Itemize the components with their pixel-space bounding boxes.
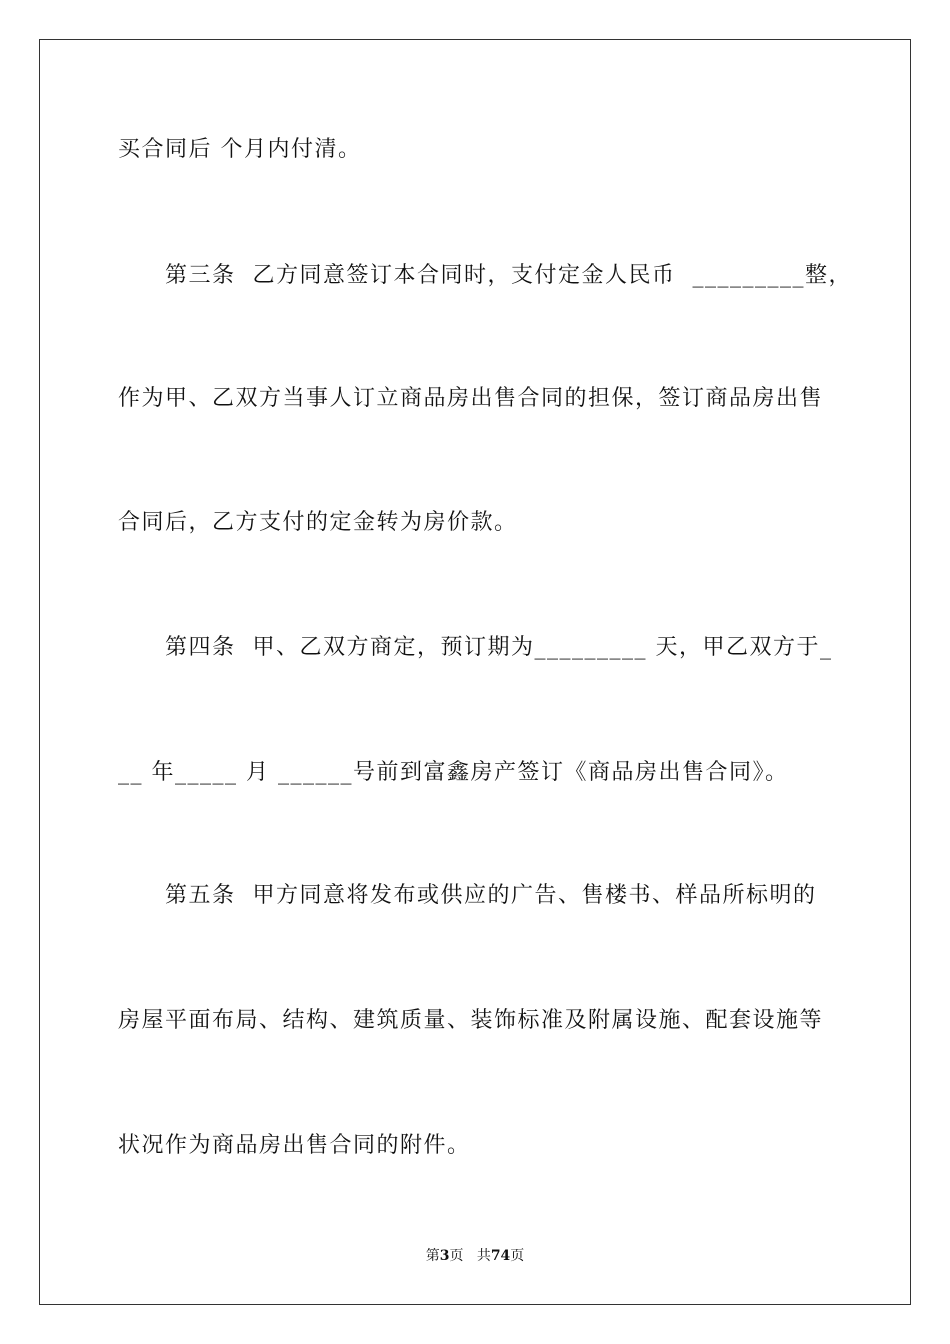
- footer-page-prefix: 第: [425, 1248, 440, 1264]
- article-3-line-1: 第三条 乙方同意签订本合同时，支付定金人民币 _________整，: [165, 263, 852, 288]
- page-border: [39, 39, 911, 1305]
- article-5-line-2: 房屋平面布局、结构、建筑质量、装饰标准及附属设施、配套设施等: [118, 1008, 824, 1033]
- article-4-line-2: __ 年_____ 月 ______号前到富鑫房产签订《商品房出售合同》。: [118, 760, 789, 785]
- article-5-line-1: 第五条 甲方同意将发布或供应的广告、售楼书、样品所标明的: [165, 883, 817, 908]
- footer-total-suffix: 页: [510, 1248, 525, 1264]
- footer-total-prefix: 共: [476, 1248, 491, 1264]
- article-3-line-3: 合同后，乙方支付的定金转为房价款。: [118, 510, 518, 535]
- footer-page-number: 3: [439, 1248, 450, 1264]
- article-3-line-2: 作为甲、乙双方当事人订立商品房出售合同的担保，签订商品房出售: [118, 386, 824, 411]
- article-5-line-3: 状况作为商品房出售合同的附件。: [118, 1133, 471, 1158]
- article-4-line-1: 第四条 甲、乙双方商定，预订期为_________ 天，甲乙双方于_: [165, 635, 833, 660]
- footer-total-pages: 74: [490, 1248, 511, 1264]
- footer-page-suffix: 页: [449, 1248, 464, 1264]
- paragraph-line-1: 买合同后 个月内付清。: [118, 137, 362, 162]
- page-footer: [0, 1246, 950, 1266]
